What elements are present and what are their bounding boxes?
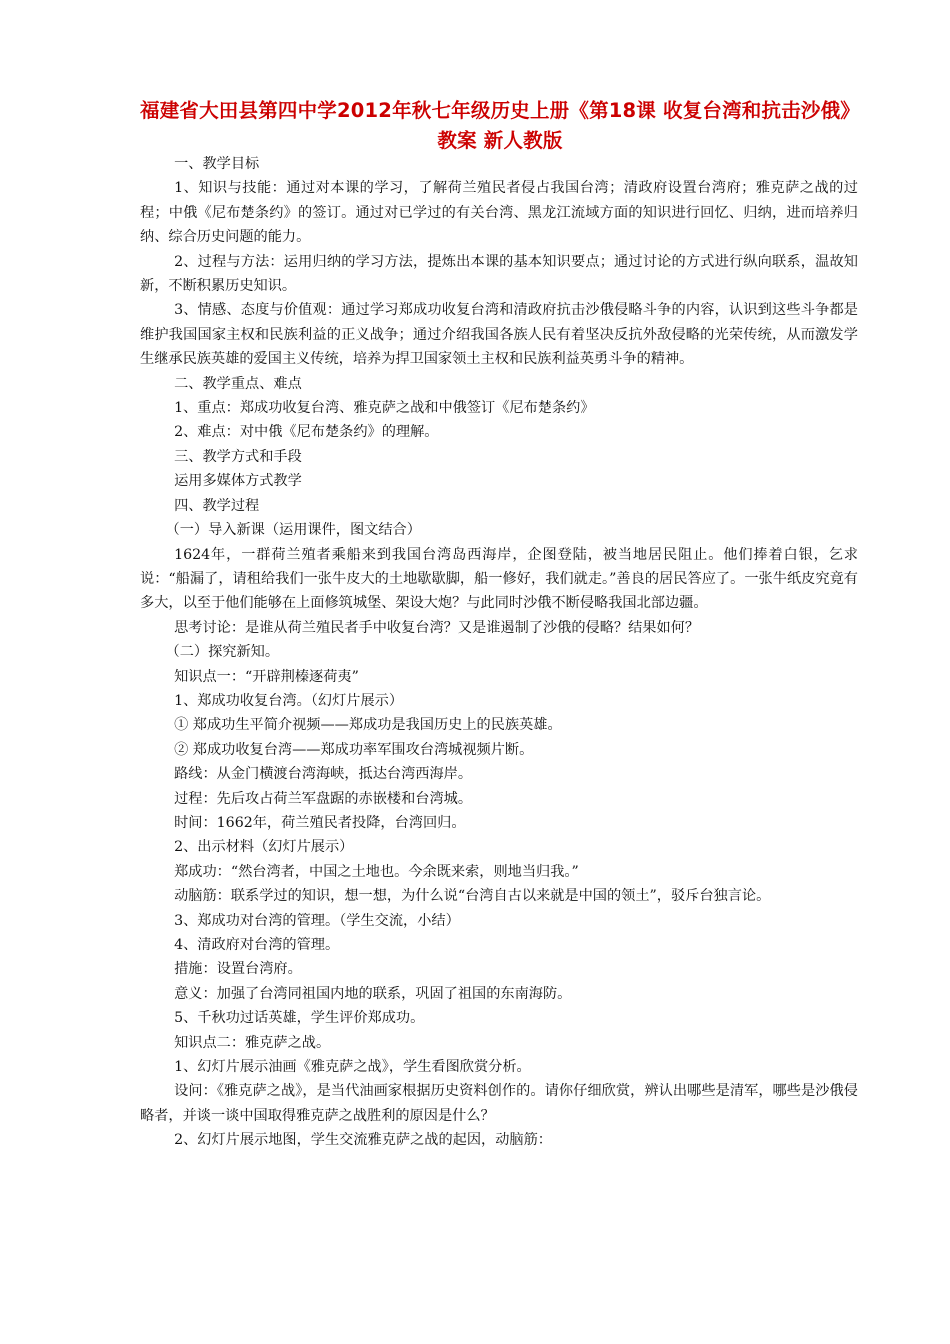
paragraph: 2、过程与方法：运用归纳的学习方法，提炼出本课的基本知识要点；通过讨论的方式进行纵向联系，温故知新，不断积累历史知识。 — [140, 253, 858, 295]
paragraph: 5、千秋功过话英雄，学生评价郑成功。 — [174, 1010, 425, 1027]
paragraph: 思考讨论：是谁从荷兰殖民者手中收复台湾？又是谁遏制了沙俄的侵略？结果如何？ — [174, 619, 700, 636]
paragraph: 1、幻灯片展示油画《雅克萨之战》，学生看图欣赏分析。 — [174, 1059, 531, 1076]
paragraph: （一）导入新课（运用课件，图文结合） — [165, 522, 421, 539]
paragraph: 1、重点：郑成功收复台湾、雅克萨之战和中俄签订《尼布楚条约》 — [174, 400, 595, 417]
paragraph: 设问：《雅克萨之战》，是当代油画家根据历史资料创作的。请你仔细欣赏，辨认出哪些是清军，哪些是沙俄侵略者，并谈一谈中国取得雅克萨之战胜利的原因是什么？ — [140, 1083, 858, 1124]
paragraph: 1624年，一群荷兰殖者乘船来到我国台湾岛西海岸，企图登陆，被当地居民阻止。他们捧着白银，乞求说：“船漏了，请租给我们一张牛皮大的土地歇歇脚，船一修好，我们就走。”善良的居民答应了。一张牛纸皮究竟有多大，以至于他们能够在上面修筑城堡、架设大炮？与此同时沙俄不断侵略我国北部边疆。 — [140, 546, 858, 612]
document-title: 福建省大田县第四中学2012年秋七年级历史上册《第18课 收复台湾和抗击沙俄》教案 新人教版 — [140, 99, 860, 152]
paragraph: 2、出示材料（幻灯片展示） — [174, 839, 354, 856]
paragraph: （二）探究新知。 — [165, 644, 280, 661]
paragraph: 郑成功：“然台湾者，中国之土地也。今余既来索，则地当归我。” — [174, 863, 579, 880]
paragraph: 意义：加强了台湾同祖国内地的联系，巩固了祖国的东南海防。 — [174, 985, 572, 1002]
paragraph: 1、郑成功收复台湾。（幻灯片展示） — [174, 692, 404, 709]
paragraph: 1、知识与技能：通过对本课的学习，了解荷兰殖民者侵占我国台湾；清政府设置台湾府；雅克萨之战的过程；中俄《尼布楚条约》的签订。通过对已学过的有关台湾、黑龙江流域方面的知识进行回忆、归纳，进而培养归纳、综合历史问题的能力。 — [140, 180, 858, 246]
paragraph: 4、清政府对台湾的管理。 — [174, 937, 340, 953]
paragraph: 2、难点：对中俄《尼布楚条约》的理解。 — [174, 424, 439, 441]
paragraph: 四、教学过程 — [174, 497, 260, 514]
paragraph: 知识点一：“开辟荆榛逐荷夷” — [174, 668, 359, 685]
paragraph: 二、教学重点、难点 — [174, 375, 302, 392]
paragraph: 一、教学目标 — [174, 156, 260, 172]
document-body — [140, 152, 858, 1153]
paragraph: 时间：1662年，荷兰殖民者投降，台湾回归。 — [174, 814, 466, 831]
paragraph: 动脑筋：联系学过的知识，想一想，为什么说“台湾自古以来就是中国的领土”，驳斥台独言论。 — [174, 888, 771, 905]
paragraph: 过程：先后攻占荷兰军盘踞的赤嵌楼和台湾城。 — [174, 790, 473, 807]
paragraph: 措施：设置台湾府。 — [174, 961, 302, 978]
paragraph: ① 郑成功生平简介视频——郑成功是我国历史上的民族英雄。 — [174, 717, 562, 734]
paragraph: 3、郑成功对台湾的管理。（学生交流，小结） — [174, 912, 460, 929]
paragraph: ② 郑成功收复台湾——郑成功率军围攻台湾城视频片断。 — [174, 741, 534, 758]
paragraph: 知识点二：雅克萨之战。 — [174, 1034, 331, 1051]
paragraph: 路线：从金门横渡台湾海峡，抵达台湾西海岸。 — [174, 766, 473, 783]
paragraph: 三、教学方式和手段 — [174, 448, 302, 465]
paragraph: 运用多媒体方式教学 — [174, 473, 302, 490]
paragraph: 2、幻灯片展示地图，学生交流雅克萨之战的起因，动脑筋： — [174, 1132, 552, 1149]
paragraph: 3、情感、态度与价值观：通过学习郑成功收复台湾和清政府抗击沙俄侵略斗争的内容，认识到这些斗争都是维护我国国家主权和民族利益的正义战争；通过介绍我国各族人民有着坚决反抗外敌侵略的光荣传统，从而激发学生继承民族英雄的爱国主义传统，培养为捍卫国家领土主权和民族利益英勇斗争的精神。 — [140, 302, 858, 368]
